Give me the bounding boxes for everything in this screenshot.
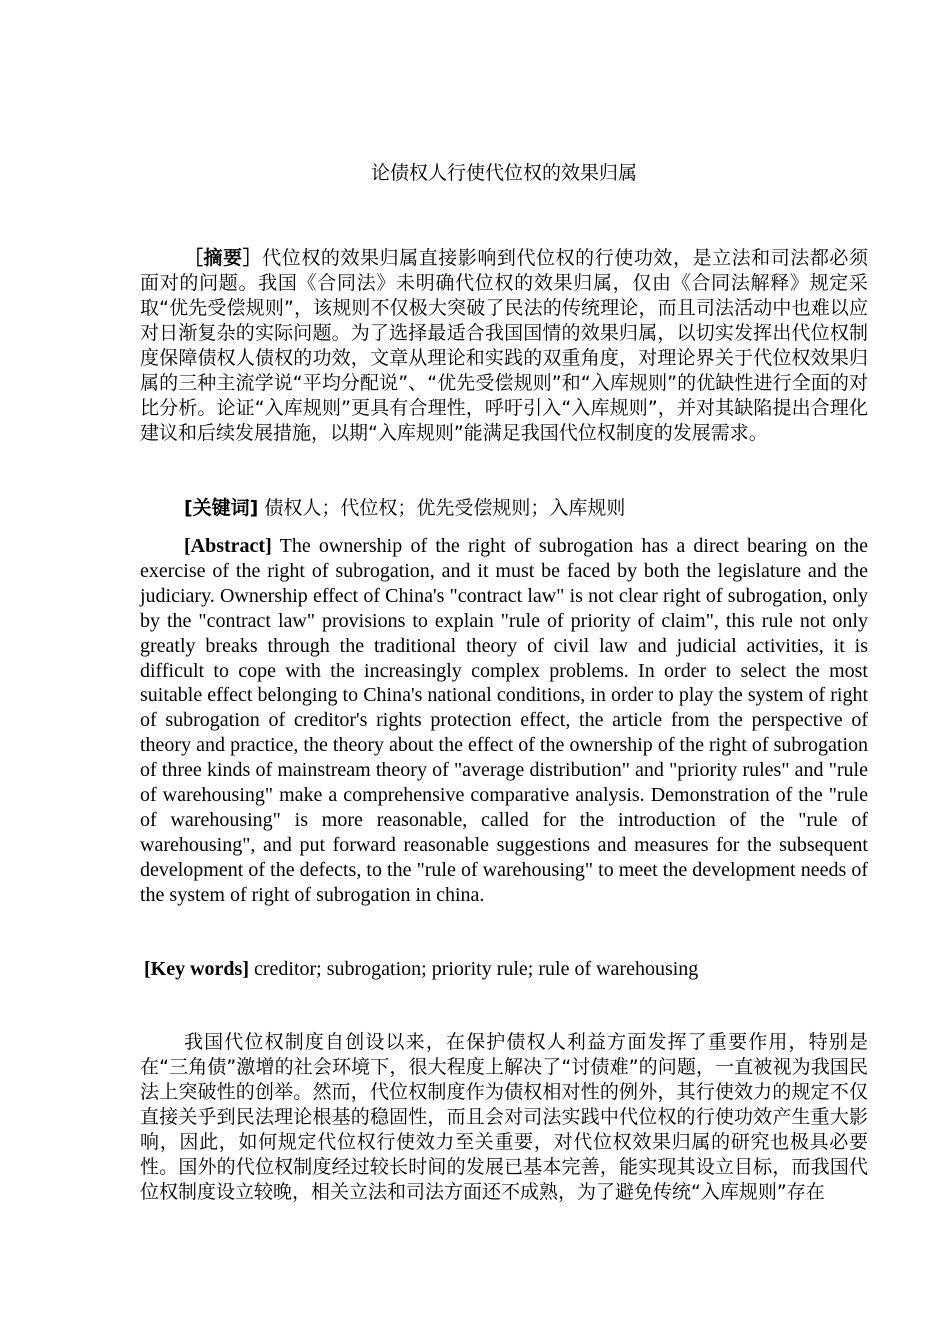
- english-abstract-text: The ownership of the right of subrogation has a direct bearing on the exercise of the right of subrogation, and it must be faced by both the legislature and the judiciary. Ownership effect of China's "contract law" is not clear right of subrogation, only by the "contract law" provisions to explain "rule of priority of claim", this rule not only greatly breaks through the traditional theory of civil law and judicial activities, it is difficult to cope with the increasingly complex problems. In order to select the most suitable effect belonging to China's national conditions, in order to play the system of right of subrogation of creditor's rights protection effect, the article from the perspective of theory and practice, the theory about the effect of the ownership of the right of subrogation of three kinds of mainstream theory of "average distribution" and "priority rules" and "rule of warehousing" make a comprehensive comparative analysis. Demonstration of the "rule of warehousing" is more reasonable, called for the introduction of the "rule of warehousing", and put forward reasonable suggestions and measures for the subsequent development of the defects, to the "rule of warehousing" to meet the development needs of the system of right of subrogation in china.: [140, 535, 868, 906]
- english-keywords-text: creditor; subrogation; priority rule; rule of warehousing: [248, 958, 699, 980]
- chinese-abstract: [140, 246, 868, 446]
- document-title: 论债权人行使代位权的效果归属: [370, 162, 637, 184]
- english-keywords-label: [Key words]: [144, 958, 249, 980]
- english-keywords: [144, 957, 868, 982]
- chinese-abstract-label: ［摘要］: [184, 247, 263, 269]
- english-abstract: [140, 534, 868, 908]
- chinese-keywords-text: 债权人；代位权；优先受偿规则；入库规则: [258, 497, 626, 519]
- chinese-keywords-label: [关键词]: [184, 497, 259, 519]
- chinese-abstract-text: 代位权的效果归属直接影响到代位权的行使功效，是立法和司法都必须面对的问题。我国《合同法》未明确代位权的效果归属，仅由《合同法解释》规定采取“优先受偿规则”，该规则不仅极大突破了民法的传统理论，而且司法活动中也难以应对日渐复杂的实际问题。为了选择最适合我国国情的效果归属，以切实发挥出代位权制度保障债权人债权的功效，文章从理论和实践的双重角度，对理论界关于代位权效果归属的三种主流学说“平均分配说”、“优先受偿规则”和“入库规则”的优缺性进行全面的对比分析。论证“入库规则”更具有合理性，呼吁引入“入库规则”，并对其缺陷提出合理化建议和后续发展措施，以期“入库规则”能满足我国代位权制度的发展需求。: [140, 247, 868, 444]
- english-abstract-label: [Abstract]: [184, 535, 272, 557]
- body-paragraph: 我国代位权制度自创设以来，在保护债权人利益方面发挥了重要作用，特别是在“三角债”激增的社会环境下，很大程度上解决了“讨债难”的问题，一直被视为我国民法上突破性的创举。然而，代位权制度作为债权相对性的例外，其行使效力的规定不仅直接关乎到民法理论根基的稳固性，而且会对司法实践中代位权的行使功效产生重大影响，因此，如何规定代位权行使效力至关重要，对代位权效果归属的研究也极具必要性。国外的代位权制度经过较长时间的发展已基本完善，能实现其设立目标，而我国代位权制度设立较晚，相关立法和司法方面还不成熟，为了避免传统“入库规则”存在: [140, 1031, 868, 1203]
- chinese-keywords: [140, 496, 868, 521]
